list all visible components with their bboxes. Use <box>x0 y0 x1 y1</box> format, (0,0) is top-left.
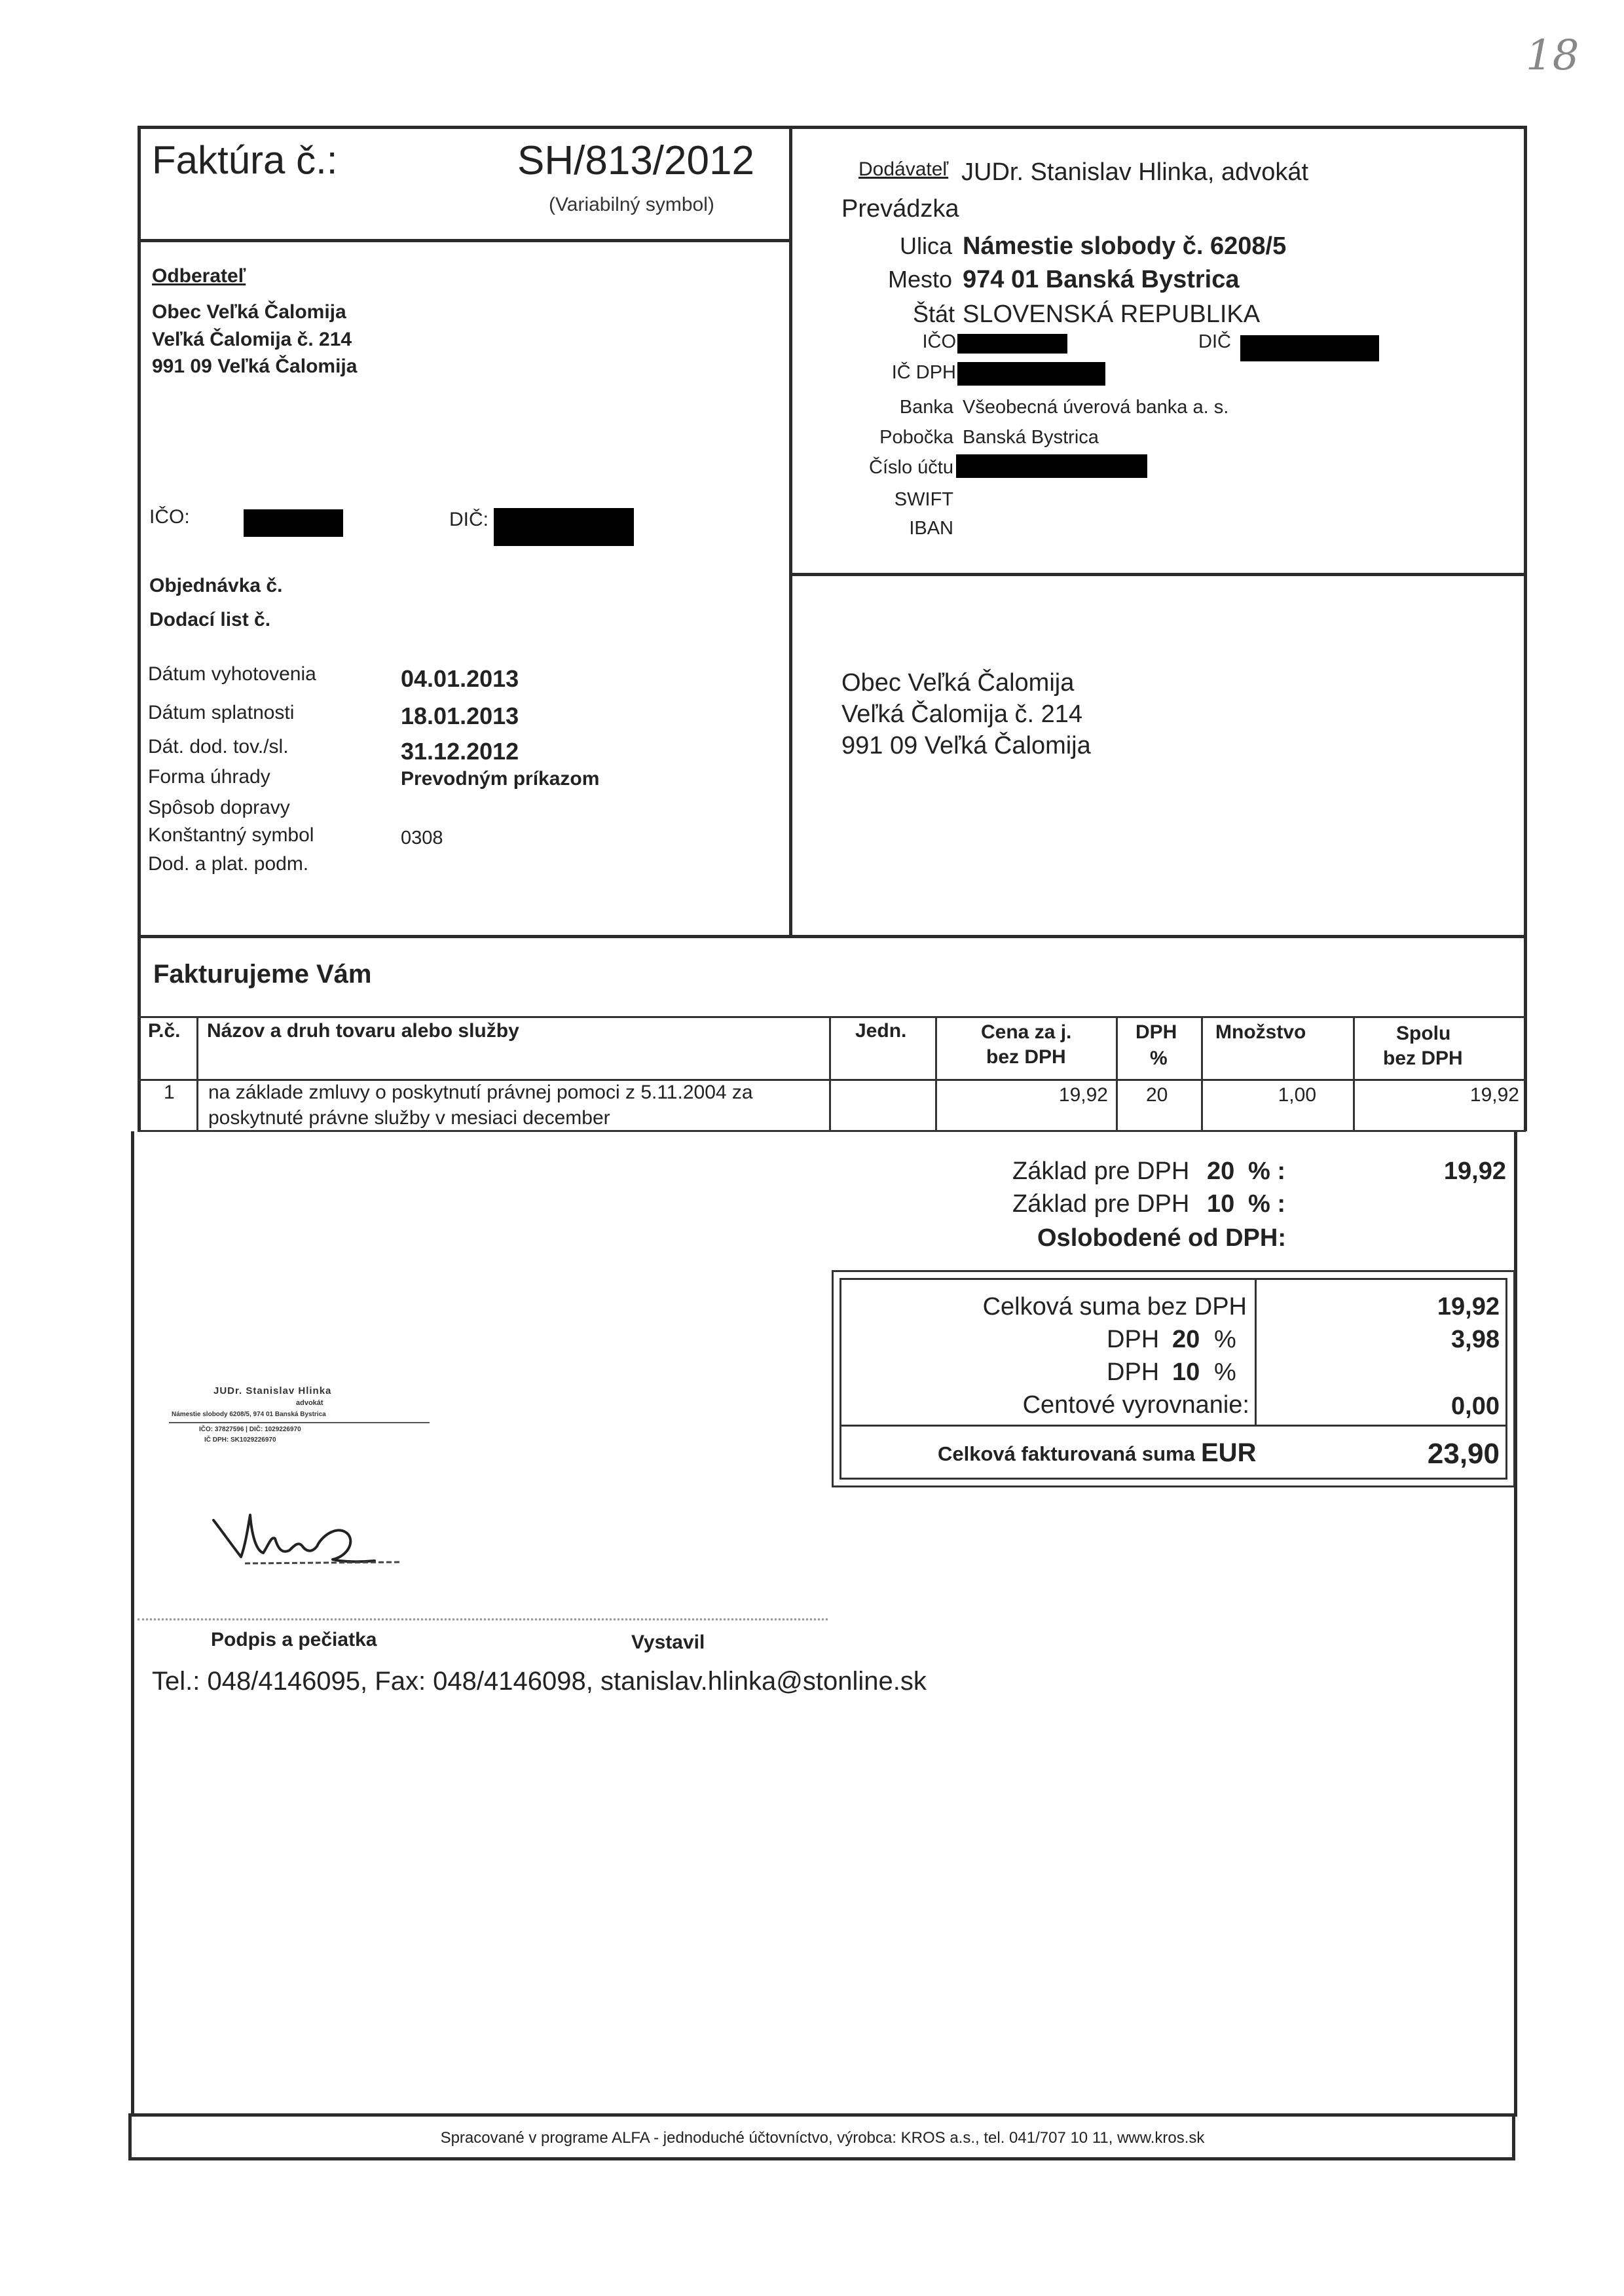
summary-grand-total-label: Celková fakturovaná suma <box>938 1442 1195 1465</box>
supplier-street-label: Ulica <box>899 232 952 259</box>
vat-base-10-pct: % : <box>1248 1190 1285 1218</box>
invoice-number: SH/813/2012 <box>517 138 754 183</box>
date-label: Dátum vyhotovenia <box>148 663 316 685</box>
customer-heading: Odberateľ <box>152 265 246 287</box>
recipient-name: Obec Veľká Čalomija <box>841 669 1075 697</box>
summary-vat20-value: 3,98 <box>1451 1326 1500 1353</box>
supplier-bank: Všeobecná úverová banka a. s. <box>963 397 1229 418</box>
vat-base-20-rate: 20 <box>1207 1157 1235 1185</box>
vat-base-20-label: Základ pre DPH <box>1012 1157 1190 1185</box>
software-note: Spracované v programe ALFA - jednoduché účtovníctvo, výrobca: KROS a.s., tel. 041/707 10 11, www.kros.sk <box>440 2129 1205 2147</box>
supplier-icdph-label: IČ DPH <box>891 362 956 383</box>
date-label: Dátum splatnosti <box>148 702 295 723</box>
customer-ico-label: IČO: <box>149 506 190 528</box>
col-header-total-sub: bez DPH <box>1383 1048 1463 1069</box>
summary-rounding-label: Centové vyrovnanie: <box>1022 1391 1249 1419</box>
invoice-title: Faktúra č.: <box>152 138 338 182</box>
stamp-title: advokát <box>296 1399 323 1407</box>
vat-base-10-label: Základ pre DPH <box>1012 1190 1190 1218</box>
supplier-state-label: Štát <box>912 301 955 327</box>
date-label: Dát. dod. tov./sl. <box>148 736 289 757</box>
summary-total-no-vat: 19,92 <box>1437 1293 1500 1321</box>
supplier-account-redaction <box>956 454 1147 478</box>
row-qty: 1,00 <box>1278 1084 1316 1106</box>
summary-vat20-pct: % <box>1214 1326 1236 1353</box>
supplier-account-label: Číslo účtu <box>869 457 953 478</box>
date-value: 31.12.2012 <box>401 738 519 765</box>
col-header-pc: P.č. <box>148 1020 181 1042</box>
stamp-icdph: IČ DPH: SK1029226970 <box>204 1436 276 1444</box>
supplier-branch-label: Pobočka <box>879 427 953 448</box>
sign-label: Podpis a pečiatka <box>211 1629 377 1650</box>
vat-exempt-label: Oslobodené od DPH: <box>1037 1224 1286 1252</box>
row-vat: 20 <box>1146 1084 1168 1106</box>
supplier-street: Námestie slobody č. 6208/5 <box>963 232 1287 260</box>
col-header-price-sub: bez DPH <box>986 1046 1066 1068</box>
supplier-name: JUDr. Stanislav Hlinka, advokát <box>961 158 1309 186</box>
supplier-dic-redaction <box>1240 335 1379 361</box>
summary-grand-total: 23,90 <box>1427 1438 1500 1470</box>
signature-image <box>203 1499 413 1578</box>
supplier-city-label: Mesto <box>887 266 952 293</box>
recipient-street: Veľká Čalomija č. 214 <box>841 701 1083 728</box>
col-header-total: Spolu <box>1396 1023 1451 1044</box>
issued-label: Vystavil <box>631 1631 705 1653</box>
date-label: Dod. a plat. podm. <box>148 853 309 875</box>
vat-base-20-pct: % : <box>1248 1157 1285 1185</box>
page-mark: 18 <box>1526 31 1579 80</box>
recipient-city: 991 09 Veľká Čalomija <box>841 732 1091 759</box>
col-header-vat: DPH <box>1135 1021 1177 1043</box>
contact-line: Tel.: 048/4146095, Fax: 048/4146098, stanislav.hlinka@stonline.sk <box>152 1667 927 1696</box>
summary-vat10-rate: 10 <box>1172 1358 1200 1386</box>
vat-base-10-rate: 10 <box>1207 1190 1235 1218</box>
date-value: Prevodným príkazom <box>401 768 600 790</box>
supplier-ico-label: IČO <box>922 331 956 352</box>
col-header-vat-sub: % <box>1150 1048 1168 1069</box>
row-name-line1: na základe zmluvy o poskytnutí právnej pomoci z 5.11.2004 za <box>208 1082 753 1103</box>
delivery-note-label: Dodací list č. <box>149 609 271 630</box>
row-price: 19,92 <box>1058 1084 1108 1106</box>
variable-symbol-note: (Variabilný symbol) <box>549 194 714 215</box>
stamp-ids: IČO: 37827596 | DIČ: 1029226970 <box>199 1426 301 1433</box>
date-value: 18.01.2013 <box>401 702 519 729</box>
supplier-ico-redaction <box>957 334 1067 354</box>
supplier-state: SLOVENSKÁ REPUBLIKA <box>963 301 1261 328</box>
supplier-bank-label: Banka <box>899 397 953 418</box>
supplier-label: Dodávateľ <box>858 158 949 180</box>
customer-name: Obec Veľká Čalomija <box>152 301 346 323</box>
customer-dic-label: DIČ: <box>449 509 489 530</box>
row-name-line2: poskytnuté právne služby v mesiaci december <box>208 1107 610 1129</box>
stamp-address: Námestie slobody 6208/5, 974 01 Banská Bystrica <box>172 1411 326 1418</box>
customer-ico-redaction <box>244 509 343 537</box>
col-header-name: Názov a druh tovaru alebo služby <box>207 1020 519 1042</box>
summary-vat20-label: DPH <box>1107 1326 1160 1353</box>
customer-dic-redaction <box>494 508 634 546</box>
date-label: Spôsob dopravy <box>148 797 290 818</box>
items-heading: Fakturujeme Vám <box>153 960 372 989</box>
summary-total-no-vat-label: Celková suma bez DPH <box>982 1293 1247 1321</box>
row-pc: 1 <box>164 1082 175 1103</box>
summary-vat10-pct: % <box>1214 1358 1236 1386</box>
date-value: 0308 <box>401 828 443 848</box>
supplier-dic-label: DIČ <box>1198 331 1231 352</box>
date-label: Forma úhrady <box>148 766 270 788</box>
supplier-swift-label: SWIFT <box>894 489 953 510</box>
customer-street: Veľká Čalomija č. 214 <box>152 329 352 350</box>
supplier-prevadzka: Prevádzka <box>841 195 959 223</box>
summary-vat20-rate: 20 <box>1172 1326 1200 1353</box>
row-total: 19,92 <box>1469 1084 1519 1106</box>
col-header-price: Cena za j. <box>981 1021 1072 1043</box>
summary-currency: EUR <box>1201 1438 1257 1467</box>
signature-line <box>138 1618 828 1620</box>
stamp-name: JUDr. Stanislav Hlinka <box>213 1385 332 1396</box>
vat-base-20-value: 19,92 <box>1443 1157 1506 1185</box>
supplier-icdph-redaction <box>957 362 1105 386</box>
col-header-qty: Množstvo <box>1215 1021 1306 1043</box>
supplier-branch: Banská Bystrica <box>963 427 1099 448</box>
col-header-unit: Jedn. <box>855 1020 907 1042</box>
summary-rounding-value: 0,00 <box>1451 1393 1500 1420</box>
date-value: 04.01.2013 <box>401 665 519 692</box>
supplier-iban-label: IBAN <box>909 518 953 539</box>
customer-city: 991 09 Veľká Čalomija <box>152 355 358 377</box>
summary-vat10-label: DPH <box>1107 1358 1160 1386</box>
supplier-city: 974 01 Banská Bystrica <box>963 266 1240 293</box>
date-label: Konštantný symbol <box>148 824 314 846</box>
order-number-label: Objednávka č. <box>149 575 283 596</box>
